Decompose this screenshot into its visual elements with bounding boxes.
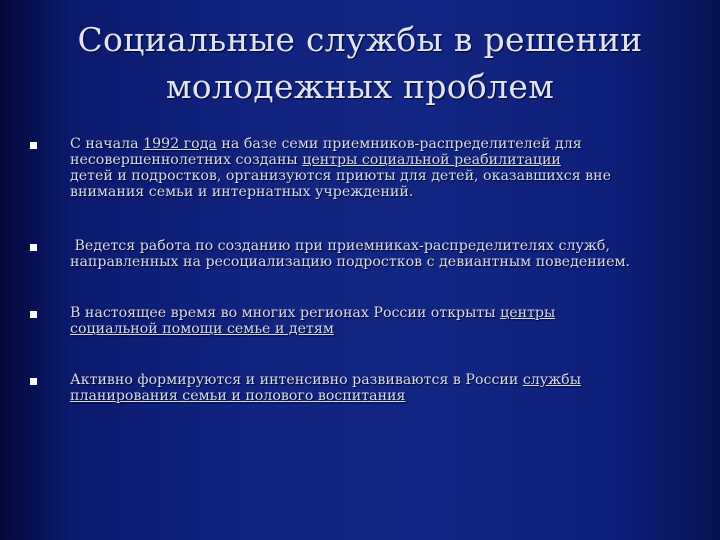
family-planning-services-link-cont[interactable]: планирования семьи и полового воспитания (70, 388, 406, 404)
text-line (70, 388, 700, 404)
text-segment: С начала (70, 136, 144, 152)
title-line-1: Социальные службы в решении (77, 20, 643, 59)
list-item-text (70, 305, 700, 337)
text-line (70, 305, 700, 321)
text-line: направленных на ресоциализацию подростков с девиантным поведением. (70, 254, 631, 270)
rehabilitation-centers-link[interactable]: центры социальной реабилитации (302, 152, 561, 168)
social-help-centers-link-cont[interactable]: социальной помощи семье и детям (70, 321, 334, 337)
slide-title (20, 16, 700, 110)
text-line: Ведется работа по созданию при приемниках-распределителях служб, (70, 238, 610, 254)
text-segment: на базе семи приемников-распределителей для (216, 136, 582, 152)
text-line (70, 372, 700, 388)
text-line (70, 136, 700, 152)
title-line-2: молодежных проблем (165, 67, 555, 106)
list-item-text (70, 136, 700, 200)
text-line: внимания семьи и интернатных учреждений. (70, 184, 414, 200)
family-planning-services-link[interactable]: службы (522, 372, 582, 388)
square-bullet-icon (30, 378, 37, 385)
text-line (70, 321, 700, 337)
year-link[interactable]: 1992 года (143, 136, 217, 152)
text-segment: В настоящее время во многих регионах России открыты (70, 305, 501, 321)
text-line (70, 152, 700, 168)
square-bullet-icon (30, 311, 37, 318)
text-segment: несовершеннолетних созданы (70, 152, 303, 168)
text-line: детей и подростков, организуются приюты для детей, оказавшихся вне (70, 168, 611, 184)
square-bullet-icon (30, 142, 37, 149)
list-item-text (70, 372, 700, 404)
text-segment: Активно формируются и интенсивно развиваются в России (70, 372, 523, 388)
social-help-centers-link[interactable]: центры (500, 305, 556, 321)
list-item-text (70, 238, 700, 270)
square-bullet-icon (30, 244, 37, 251)
